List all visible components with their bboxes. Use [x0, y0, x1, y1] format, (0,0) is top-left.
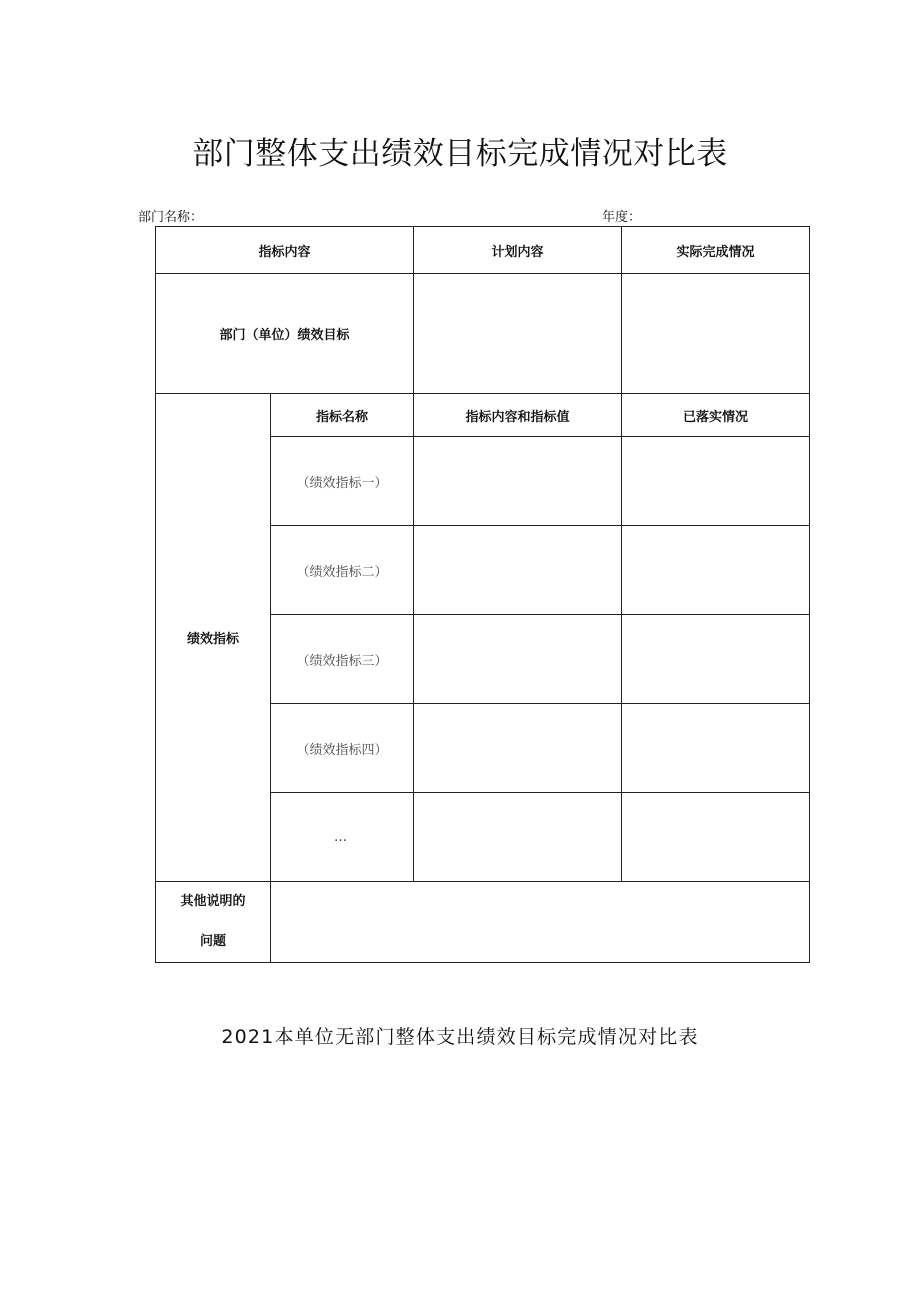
indicator-content-cell[interactable]: [414, 793, 622, 882]
page-title: 部门整体支出绩效目标完成情况对比表: [192, 136, 728, 172]
footer-note: 2021本单位无部门整体支出绩效目标完成情况对比表: [221, 1026, 699, 1048]
year-label: 年度：: [602, 210, 642, 225]
header-plan-content: 计划内容: [414, 227, 622, 274]
indicator-implemented-cell[interactable]: [622, 793, 810, 882]
header-indicator-content: 指标内容: [156, 227, 414, 274]
subheader-indicator-name: 指标名称: [271, 394, 414, 437]
indicator-content-cell[interactable]: [414, 615, 622, 704]
indicator-implemented-cell[interactable]: [622, 526, 810, 615]
notes-label-line2: 问题: [199, 934, 226, 949]
indicator-name: （绩效指标二）: [271, 526, 414, 615]
indicators-group-label: 绩效指标: [156, 394, 271, 882]
indicator-name: （绩效指标四）: [271, 704, 414, 793]
notes-row: [156, 882, 810, 963]
indicator-implemented-cell[interactable]: [622, 437, 810, 526]
indicator-content-cell[interactable]: [414, 704, 622, 793]
subheader-content-value: 指标内容和指标值: [414, 394, 622, 437]
goal-row: [156, 274, 810, 394]
header-actual-completion: 实际完成情况: [622, 227, 810, 274]
indicator-name: （绩效指标三）: [271, 615, 414, 704]
goal-actual-cell[interactable]: [622, 274, 810, 394]
indicator-implemented-cell[interactable]: [622, 704, 810, 793]
subheader-implemented: 已落实情况: [622, 394, 810, 437]
table-header-row: [156, 227, 810, 274]
department-name-label: 部门名称：: [138, 210, 204, 225]
goal-label: 部门（单位）绩效目标: [156, 274, 414, 394]
indicator-subheader-row: [156, 394, 810, 437]
notes-label: [156, 882, 271, 963]
indicator-name: （绩效指标一）: [271, 437, 414, 526]
indicator-implemented-cell[interactable]: [622, 615, 810, 704]
indicator-content-cell[interactable]: [414, 526, 622, 615]
indicator-content-cell[interactable]: [414, 437, 622, 526]
notes-label-line1: 其他说明的: [180, 894, 246, 909]
indicator-ellipsis: …: [271, 793, 414, 882]
performance-comparison-table: [155, 226, 810, 963]
notes-value-cell[interactable]: [271, 882, 810, 963]
goal-plan-cell[interactable]: [414, 274, 622, 394]
